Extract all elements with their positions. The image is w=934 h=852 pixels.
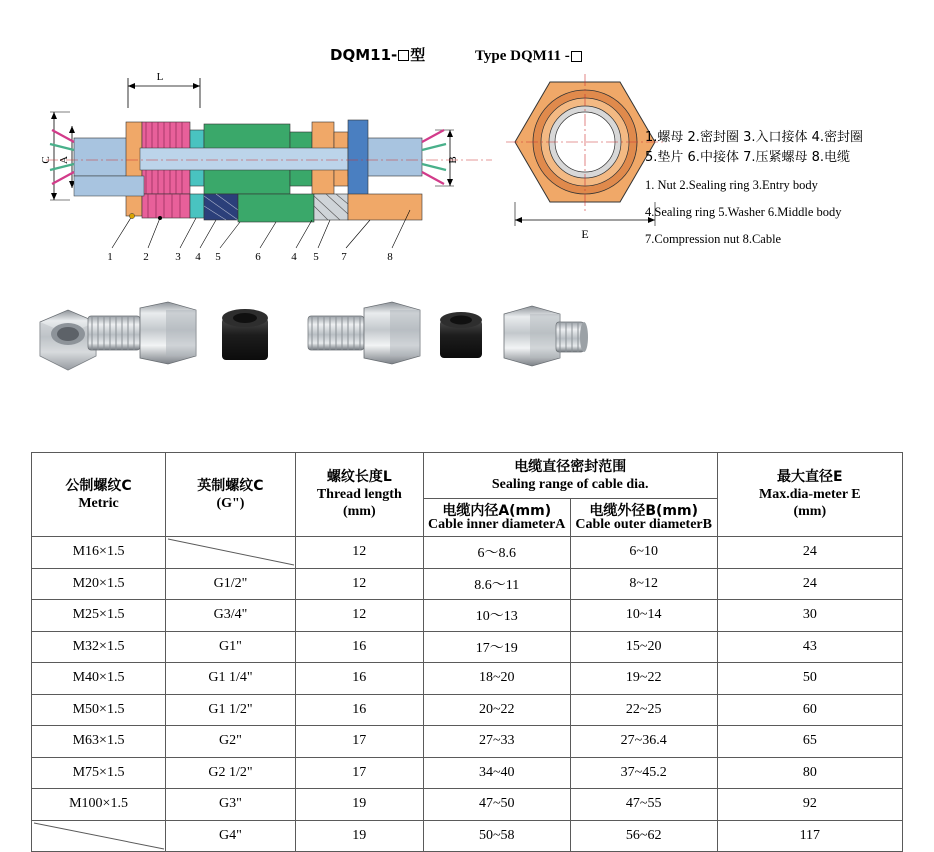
cell-inner: 18~20	[423, 663, 570, 695]
cell-outer: 56~62	[570, 820, 717, 852]
photo-rubber-seal-1	[222, 309, 268, 360]
header-thread-cn: 螺纹长度L	[326, 469, 392, 485]
cell-max: 65	[717, 726, 902, 758]
header-thread-unit: (mm)	[342, 504, 376, 519]
header-imperial-en: (G")	[216, 495, 245, 511]
cell-outer: 15~20	[570, 631, 717, 663]
cell-metric: M25×1.5	[32, 600, 166, 632]
header-metric-en: Metric	[78, 495, 119, 511]
photo-compression-nut	[504, 306, 588, 366]
svg-text:8: 8	[387, 251, 393, 263]
cell-length: 12	[295, 568, 423, 600]
header-max-cn: 最大直径E	[777, 469, 843, 485]
table-row	[32, 631, 903, 663]
spec-table-body	[32, 537, 903, 852]
header-max-diameter	[717, 453, 902, 537]
title-cn-suffix: 型	[410, 46, 426, 64]
square-placeholder-icon-2	[571, 51, 582, 62]
cell-outer: 19~22	[570, 663, 717, 695]
cell-metric: M40×1.5	[32, 663, 166, 695]
cell-metric: M50×1.5	[32, 694, 166, 726]
svg-text:A: A	[58, 156, 70, 164]
cell-length: 19	[295, 820, 423, 852]
cell-length: 19	[295, 789, 423, 821]
cell-imperial: G3"	[166, 789, 296, 821]
cell-imperial: G2"	[166, 726, 296, 758]
header-metric-cn: 公制螺纹C	[65, 477, 132, 494]
cell-imperial: G2 1/2"	[166, 757, 296, 789]
cell-length: 17	[295, 726, 423, 758]
cutaway-svg	[40, 60, 500, 270]
photo-threaded-body-2	[308, 302, 420, 364]
header-row-1	[32, 453, 903, 499]
cell-max: 60	[717, 694, 902, 726]
cell-length: 16	[295, 694, 423, 726]
svg-text:5: 5	[313, 251, 319, 263]
cell-imperial: G1 1/4"	[166, 663, 296, 695]
cell-inner: 8.6～11	[423, 568, 570, 600]
table-row	[32, 600, 903, 632]
cell-length: 16	[295, 663, 423, 695]
header-max-unit: (mm)	[793, 504, 827, 519]
svg-text:7: 7	[341, 251, 347, 263]
cell-max: 80	[717, 757, 902, 789]
header-outer-diameter	[570, 499, 717, 537]
hex-end-view	[500, 70, 650, 250]
cell-metric: M16×1.5	[32, 537, 166, 569]
cell-outer: 6~10	[570, 537, 717, 569]
product-photos	[0, 280, 934, 410]
svg-text:5: 5	[215, 251, 221, 263]
diagonal-strike-icon	[166, 537, 296, 567]
photo-threaded-body-1	[88, 302, 196, 364]
svg-text:4: 4	[291, 251, 297, 263]
header-imperial-cn: 英制螺纹C	[197, 477, 264, 494]
svg-text:1: 1	[107, 251, 113, 263]
header-imperial	[166, 453, 296, 537]
cell-outer: 22~25	[570, 694, 717, 726]
svg-text:4: 4	[195, 251, 201, 263]
cell-outer: 10~14	[570, 600, 717, 632]
cell-metric: M100×1.5	[32, 789, 166, 821]
svg-text:B: B	[447, 156, 459, 164]
photo-rubber-seal-2	[440, 312, 482, 358]
hex-dimension-label: E	[581, 227, 589, 241]
legend-en-line-3: 7.Compression nut 8.Cable	[645, 232, 782, 246]
svg-text:L: L	[156, 71, 164, 83]
cell-metric: M20×1.5	[32, 568, 166, 600]
cell-metric: M63×1.5	[32, 726, 166, 758]
header-inner-diameter	[423, 499, 570, 537]
spec-table	[31, 452, 903, 852]
svg-text:2: 2	[143, 251, 149, 263]
cell-max: 117	[717, 820, 902, 852]
header-thread-length	[295, 453, 423, 537]
header-max-en: Max.dia-meter E	[759, 487, 861, 502]
cell-imperial: G1/2"	[166, 568, 296, 600]
cell-inner: 10～13	[423, 600, 570, 632]
cell-imperial: G4"	[166, 820, 296, 852]
cell-outer: 37~45.2	[570, 757, 717, 789]
cell-inner: 50~58	[423, 820, 570, 852]
legend	[645, 128, 934, 249]
cell-inner: 17～19	[423, 631, 570, 663]
cell-max: 24	[717, 568, 902, 600]
header-inner-en: Cable inner diameterA	[428, 516, 566, 532]
cell-max: 24	[717, 537, 902, 569]
header-metric	[32, 453, 166, 537]
product-photos-svg	[0, 280, 934, 410]
cell-outer: 47~55	[570, 789, 717, 821]
cell-length: 16	[295, 631, 423, 663]
cell-inner: 34~40	[423, 757, 570, 789]
cell-max: 50	[717, 663, 902, 695]
cell-max: 92	[717, 789, 902, 821]
cell-metric: M75×1.5	[32, 757, 166, 789]
svg-text:3: 3	[175, 251, 181, 263]
cell-outer: 27~36.4	[570, 726, 717, 758]
table-row	[32, 757, 903, 789]
cell-metric: M32×1.5	[32, 631, 166, 663]
header-inner-cn: 电缆内径A(mm)	[442, 502, 552, 519]
cell-imperial: G1 1/2"	[166, 694, 296, 726]
table-row	[32, 789, 903, 821]
spec-table-head	[32, 453, 903, 537]
cell-length: 12	[295, 537, 423, 569]
cell-imperial-empty	[166, 537, 296, 569]
cell-max: 43	[717, 631, 902, 663]
legend-cn-line-1: 1.螺母 2.密封圈 3.入口接体 4.密封圈	[645, 130, 864, 145]
title-cn-text: DQM11-	[330, 46, 398, 64]
table-row	[32, 694, 903, 726]
table-row	[32, 726, 903, 758]
table-row	[32, 568, 903, 600]
cell-imperial: G1"	[166, 631, 296, 663]
cell-inner: 47~50	[423, 789, 570, 821]
cell-inner: 27~33	[423, 726, 570, 758]
cell-inner: 20~22	[423, 694, 570, 726]
svg-text:C: C	[40, 156, 52, 164]
header-outer-en: Cable outer diameterB	[575, 516, 712, 532]
header-outer-cn: 电缆外径B(mm)	[589, 502, 698, 519]
header-thread-en: Thread length	[316, 487, 402, 502]
title-en-text: Type DQM11 -	[475, 48, 570, 64]
header-sealing-en: Sealing range of cable dia.	[491, 476, 649, 492]
legend-en-line-2: 4.Sealing ring 5.Washer 6.Middle body	[645, 205, 842, 219]
photo-hex-nut	[40, 310, 96, 370]
cell-max: 30	[717, 600, 902, 632]
table-row	[32, 663, 903, 695]
cell-length: 12	[295, 600, 423, 632]
header-sealing-range	[423, 453, 717, 499]
legend-cn-line-2: 5.垫片 6.中接体 7.压紧螺母 8.电缆	[645, 150, 851, 165]
table-row	[32, 537, 903, 569]
cell-length: 17	[295, 757, 423, 789]
cell-inner: 6～8.6	[423, 537, 570, 569]
cutaway-drawing	[40, 60, 490, 263]
cell-outer: 8~12	[570, 568, 717, 600]
svg-text:6: 6	[255, 251, 261, 263]
legend-en-line-1: 1. Nut 2.Sealing ring 3.Entry body	[645, 178, 818, 192]
header-sealing-cn: 电缆直径密封范围	[514, 458, 627, 475]
cell-imperial: G3/4"	[166, 600, 296, 632]
